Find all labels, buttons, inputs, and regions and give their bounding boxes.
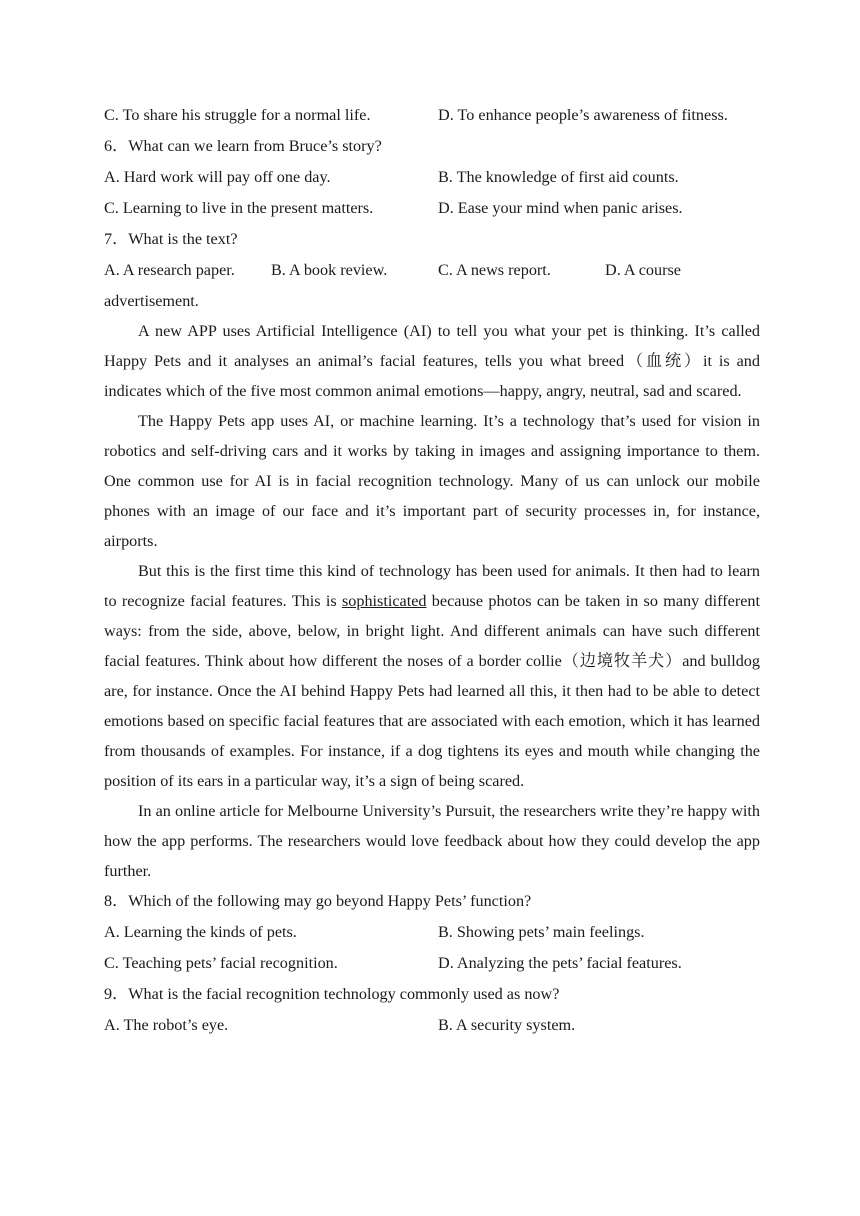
q6-options-row-2 (104, 193, 760, 224)
q8-option-c: C. Teaching pets’ facial recognition. (104, 954, 338, 972)
q6-option-b: B. The knowledge of first aid counts. (438, 168, 679, 186)
q7-option-d: D. A course (605, 261, 681, 279)
q6-question: 6．What can we learn from Bruce’s story? (104, 137, 382, 155)
q7-option-c: C. A news report. (438, 261, 551, 279)
q6-options-row-1 (104, 162, 760, 193)
q8-question: 8．Which of the following may go beyond Happy Pets’ function? (104, 892, 532, 910)
passage-paragraph-2: The Happy Pets app uses AI, or machine learning. It’s a technology that’s used for vision in robotics and self-driving cars and it works by taking in images and assigning importance to them. One common use for AI is in facial recognition technology. Many of us can unlock our mobile phones with an image of our face and it’s important part of security processes in, for instance, airports. (104, 412, 760, 550)
passage-paragraph-4: In an online article for Melbourne University’s Pursuit, the researchers write they’re happy with how the app performs. The researchers would love feedback about how they could develop the app further. (104, 802, 760, 880)
passage-paragraph-1: A new APP uses Artificial Intelligence (AI) to tell you what your pet is thinking. It’s called Happy Pets and it analyses an animal’s facial features, tells you what breed（血统）it is and indicates which of the five most common animal emotions—happy, angry, neutral, sad and scared. (104, 322, 760, 400)
q6-option-c: C. Learning to live in the present matters. (104, 199, 374, 217)
q7-option-d-continuation: advertisement. (104, 292, 199, 310)
document-page (104, 100, 760, 1041)
q7-options-row (104, 255, 760, 286)
underlined-word-sophisticated: sophisticated (341, 592, 427, 610)
q8-options-row-1 (104, 917, 760, 948)
q7-option-b: B. A book review. (271, 261, 388, 279)
q8-option-a: A. Learning the kinds of pets. (104, 923, 297, 941)
q6-option-d: D. Ease your mind when panic arises. (438, 199, 683, 217)
q9-options-row-1 (104, 1010, 760, 1041)
q8-options-row-2 (104, 948, 760, 979)
q7-question: 7．What is the text? (104, 230, 238, 248)
q8-option-b: B. Showing pets’ main feelings. (438, 923, 645, 941)
q9-option-b: B. A security system. (438, 1016, 576, 1034)
q5-options-row-2 (104, 100, 760, 131)
passage-paragraph-3 (104, 556, 760, 796)
q6-option-a: A. Hard work will pay off one day. (104, 168, 331, 186)
q5-option-c: C. To share his struggle for a normal life. (104, 106, 371, 124)
q8-option-d: D. Analyzing the pets’ facial features. (438, 954, 682, 972)
paragraph-3-text-before: But this is the first time this kind of technology has been used for animals. It then had to learn to recognize facial features. This is (104, 562, 760, 610)
q9-question: 9．What is the facial recognition technology commonly used as now? (104, 985, 560, 1003)
q7-option-a: A. A research paper. (104, 261, 235, 279)
paragraph-3-text-after: because photos can be taken in so many different ways: from the side, above, below, in bright light. And different animals can have such different facial features. Think about how different the noses of a border collie（边境牧羊犬）and bulldog are, for instance. Once the AI behind Happy Pets had learned all this, it then had to be able to detect emotions based on specific facial features that are associated with each emotion, which it has learned from thousands of examples. For instance, if a dog tightens its eyes and mouth while changing the position of its ears in a particular way, it’s a sign of being scared. (104, 592, 760, 790)
q9-option-a: A. The robot’s eye. (104, 1016, 229, 1034)
q5-option-d: D. To enhance people’s awareness of fitness. (438, 106, 728, 124)
